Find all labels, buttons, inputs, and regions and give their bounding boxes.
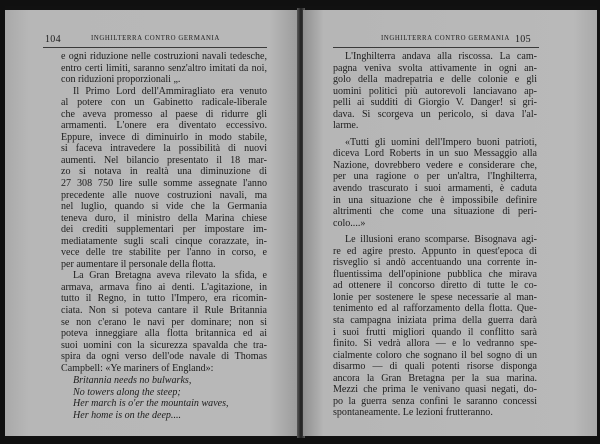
- right-text-line: Le illusioni erano scomparse. Bisognava agi-: [345, 234, 537, 246]
- right-text-line: golo della madrepatria e delle colonie e gli: [333, 74, 537, 86]
- right-text-line: altrimenti che come una situazione di peri-: [333, 206, 537, 218]
- left-text-line: precedente alle nuove costruzioni navali, ma: [61, 189, 267, 201]
- right-text-line: per una ragione o per un'altra, l'Inghilterra,: [333, 171, 537, 183]
- right-running-title: INGHILTERRA CONTRO GERMANIA: [381, 35, 510, 42]
- right-text-line: lonie per sostenere le spese necessarie al man-: [333, 291, 537, 303]
- left-text-line: nel luglio, quando si vide che la Germania: [61, 201, 267, 213]
- right-text-line: diceva Lord Roberts in un suo Messaggio alla: [333, 148, 537, 160]
- left-text-line: entro certi limiti, saranno senz'altro imitati da noi,: [61, 62, 267, 74]
- left-text-line: con riduzioni proporzionali „.: [61, 74, 181, 86]
- right-text-line: sta campagna iniziata prima della guerra darà: [333, 315, 537, 327]
- right-text-line: i suoi frutti migliori quando il conflitto sarà: [333, 326, 537, 338]
- left-text-line: per aumentare il personale della flotta.: [61, 258, 216, 270]
- verse-line: Her home is on the deep....: [73, 409, 181, 421]
- verse-line: Britannia needs no bulwarks,: [73, 375, 192, 387]
- right-text-line: Mezzi che prima le venivano quasi negati, do-: [333, 384, 537, 396]
- left-text-line: al potere con un Gabinetto radicale-liberale: [61, 97, 267, 109]
- right-text-line: disarmo — di quali potenti risorse disponga: [333, 361, 537, 373]
- left-text-line: zo si notava in realtà una diminuzione di: [61, 166, 267, 178]
- right-text-line: ancora la Gran Bretagna per la sua marina.: [333, 372, 537, 384]
- right-text-line: po la guerra senza confini le saranno concessi: [333, 395, 537, 407]
- right-text-line: avendo trascurato i suoi armamenti, è caduta: [333, 183, 537, 195]
- right-text-line: finito. Si vedrà allora — e lo vedranno spe-: [333, 338, 537, 350]
- right-text-line: spontaneamente. Le lezioni frutteranno.: [333, 407, 493, 419]
- left-text-line: si faceva intravedere la possibilità di nuovi: [61, 143, 267, 155]
- right-running-head: [303, 34, 597, 45]
- left-running-title: INGHILTERRA CONTRO GERMANIA: [91, 35, 220, 42]
- left-text-line: spira da ogni verso dell'ode navale di Thomas: [61, 351, 267, 363]
- right-text-line: re ed agire presto. Appunto in quest'epoca di: [333, 245, 537, 257]
- right-text-line: ad ottenere il concorso diretto di tutte le co-: [333, 280, 537, 292]
- left-text-line: ciata. Non si poteva cantare il Rule Britannia: [61, 305, 267, 317]
- right-text-line: cialmente coloro che sognano il bel sogno di un: [333, 349, 537, 361]
- left-text-line: e ogni riduzione nelle costruzioni navali tedesche,: [61, 51, 267, 62]
- left-page-number: 104: [45, 34, 61, 45]
- left-running-head: [5, 34, 299, 45]
- left-text-line: dei crediti supplementari per impostare im-: [61, 224, 267, 236]
- right-text-line: dava. Si scorgeva un pericolo, si dava l'al-: [333, 108, 537, 120]
- left-text-line: se non c'erano le navi per dominare; non si: [61, 316, 267, 328]
- right-text-line: larme.: [333, 120, 359, 132]
- left-text-line: che aveva promesso al paese di ridurre gli: [61, 108, 267, 120]
- book-spread: [5, 6, 597, 438]
- left-text-line: 27 308 750 lire sulle somme assegnate l'anno: [61, 178, 267, 190]
- left-text-line: tutto il Regno, in tutto l'Impero, era ricomin-: [61, 293, 267, 305]
- verse-line: Her march is o'er the mountain waves,: [73, 398, 229, 410]
- right-text-line: pelli ai sudditi di Giorgio V. Danger! si gri-: [333, 97, 537, 109]
- right-text-line: risveglio si andò accentuando una corrente in-: [333, 257, 537, 269]
- right-text-line: fluentissima dell'opinione pubblica che mirava: [333, 268, 537, 280]
- right-page: [303, 10, 597, 436]
- right-body-text: [333, 51, 537, 419]
- right-text-line: «Tutti gli uomini dell'Impero buoni patrioti,: [345, 136, 537, 148]
- left-text-line: Eppure, invece di diminuirlo in modo stabile,: [61, 131, 267, 143]
- left-text-line: suoi uomini con la sicurezza spavalda che tra-: [61, 339, 267, 351]
- left-text-line: Il Primo Lord dell'Ammiragliato era venuto: [73, 85, 267, 97]
- left-text-line: mediatamente sugli scali cinque corazzate, in-: [61, 235, 267, 247]
- left-text-line: aumenti. Nel bilancio presentato il 18 mar-: [61, 154, 267, 166]
- left-body-text: [61, 51, 267, 422]
- right-text-line: L'Inghilterra andava alla riscossa. La cam-: [345, 51, 537, 62]
- left-page: [5, 10, 299, 436]
- left-head-rule: [43, 47, 267, 48]
- verse-line: No towers along the steep;: [73, 386, 181, 398]
- right-text-line: uomini politici più autorevoli lanciavano ap-: [333, 85, 537, 97]
- right-head-rule: [333, 47, 539, 48]
- right-text-line: in una situazione che è impossibile definire: [333, 194, 537, 206]
- left-text-line: teneva duro, il ministro della Marina chiese: [61, 212, 267, 224]
- right-text-line: tenimento ed al rafforzamento della flotta. Que-: [333, 303, 537, 315]
- right-text-line: pagna veniva svolta attivamente in ogni an-: [333, 62, 537, 74]
- left-text-line: Campbell: «Ye mariners of England»:: [61, 362, 214, 374]
- left-text-line: vece delle tre stabilite per l'anno in corso, e: [61, 247, 267, 259]
- left-text-line: poteva inneggiare alla flotta britannica ed ai: [61, 328, 267, 340]
- right-text-line: Nazione, dovrebbero vedere e considerare che,: [333, 159, 537, 171]
- left-text-line: armamenti. L'onere era diventato eccessivo.: [61, 120, 267, 132]
- left-text-line: armava, armava fino ai denti. L'agitazione, in: [61, 281, 267, 293]
- left-text-line: La Gran Bretagna aveva rilevato la sfida, e: [73, 270, 267, 282]
- right-text-line: colo....»: [333, 217, 366, 229]
- campbell-verse: [73, 375, 267, 421]
- right-page-number: 105: [515, 34, 531, 45]
